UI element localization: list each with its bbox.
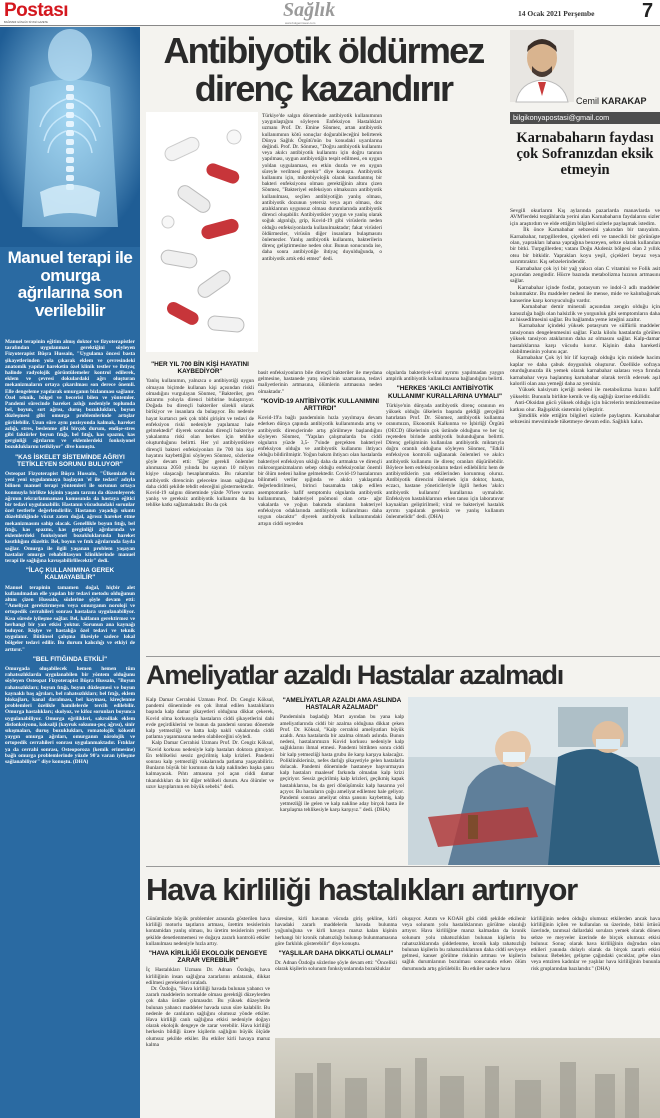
- antibiotic-paragraph: basit enfeksiyonların bile dirençli bakteriler ile meydana gelmesine, hastanede yatış sürecinin uzamasına, tedavi maliyetlerinin artmasına, ölümlerin artmasına neden olmaktadır.": [258, 370, 384, 395]
- air-paragraph: İç Hastalıkları Uzmanı Dr. Adnan Özdoğu, hava kirliliğinin insan sağlığına zararlarını anlatarak, dikkat edilmesi gerekenleri sıraladı. Dr. Özdoğu, "Hava kirliliği havada bulunan yabancı ve zararlı maddelerin normalde olması gerektiği düzeylerden çok daha üstüne çıkmasıdır. Bu yüksek düzeylerde bulunan yabancı maddeler havada uzun süre kalabilir. Bu nedenle de canlıların sağlığını olumsuz yönde etkiler. Hava kirliliği canlı sağlığına etkisi nedeniyle doğayı olarak ekolojik dengeye de zarar verebilir. Hava kirliliği herkesin bildiği üzere kişilerin sağlığını büyük ölçüde olumsuz şekilde etkiler. Bu etkiler kirli havaya maruz kalma: [146, 967, 270, 1048]
- antibiotic-col3: [386, 370, 504, 654]
- air-col2: [275, 916, 397, 1036]
- air-paragraph: Dr. Adnan Özdoğu sözlerine şöyle devam etti: "Öncelikli olarak kişilerin solunum fonksiyonlarında bozukluklar: [275, 960, 399, 973]
- heart-headline: Ameliyatlar azaldı Hastalar azalmadı: [146, 660, 563, 690]
- antibiotic-subheading: "HER YIL 700 BİN KİŞİ HAYATINI KAYBEDİYOR": [151, 361, 249, 376]
- antibiotic-headline-line1: Antibiyotik öldürmez: [163, 30, 484, 71]
- columnist-portrait: [510, 30, 574, 102]
- air-paragraph: oluşuyor. Astım ve KOAH gibi ciddi şekilde etkilenir veya solunum yolu hastalıklarının görülme olasılığı artıyor. Hava kirliliğine maruz kalmadan da kronik solunum yolu rahatsızlıkları bulunan kişilerin bu rahatsızlıklarında şiddetlenme, kronik kalp rahatsızlığı bulunan kişilerin bu rahatsızlıklarının daha ciddi seviyeye gelmesi, kanser görülme riskinin artması ve kişilerin sağlık durumlarının bozulması sonucunda erken ölüm durumunda artış görülebilir. Bu etkiler sadece hava: [402, 916, 528, 972]
- columnist-last-name: KARAKAP: [601, 96, 647, 106]
- heart-col2: [280, 697, 404, 862]
- column-title: Karnabaharın faydası çok Sofranızdan eksik etmeyin: [516, 130, 654, 178]
- manual-therapy-subheading: "BEL FITIĞINDA ETKİLİ": [32, 655, 108, 663]
- manual-therapy-subheading: "KAS İSKELET SİSTEMİNDE AĞRIYI TETİKLEYEN SORUNU BULUYOR": [15, 453, 125, 468]
- heart-subheading: "AMELİYATLAR AZALDI AMA ASLINDA HASTALAR AZALMADI": [282, 697, 402, 712]
- antibiotic-headline-line2: direnç kazandırır: [194, 68, 453, 109]
- heart-patient-photo: [408, 697, 660, 865]
- antibiotic-subheading: "KOVİD-19 ANTİBİYOTİK KULLANIMINI ARTTIRDI": [260, 397, 380, 413]
- manual-therapy-paragraph: Manuel terapinin eğitim almış doktor ve fizyoterapistler tarafından uygulanması gerektiğini söyleyen Fizyoterapist Büşra Hussain, "Uygulama öncesi basta şikayetlerinden yola çıkarak eklem ve çevresindeki anatomik yapılar hareketin özel klinik testler ve ihtiyaç halinde radyolojik görüntülemeler kontrol edilerek, eklem ve çevresi dokulardaki ağrı oluşturan mekanizmaların ortaya çıkarılması son derece önemli. Elle dengeleme yapılarak omurganın bizlanması sağlanır. Özel teknik, bölgel ve becerisi bilen ve yöntemler. Pandemi sürecinde hareket azlığı nedeniyle toplumda bel, boyun, sırt ağrısı, duruş bozuklukları, boyun düzleşmesi gibi omurga problemlerinde artışlar görülebilir. Uzun süre aynı pozisyonda kalmak, hareket azlığı, stres, beslenme gibi birçok durum, endişe-stres gibi faktörler boyun fıtığı, bel fıtığı, kas spazmı, kas gerginliği ağrılarını ve eklemlerdeki fonksiyonel bozukluklarını tetikliyor" dive konuştu.: [5, 339, 137, 451]
- manual-therapy-article: [0, 27, 140, 1118]
- antibiotic-paragraph: Türkiye'de salgın döneminde antibiyotik kullanımının yaygınlaştığını söyleyen Enfeksiyon Hastalıkları uzmanı Prof. Dr. Emine Sönmez, artan antibiyotik kullanımının kötü sonuçlar doğurabileceğini belirterek Dünya Sağlık Örgütü'nün bu konudaki uyarılarına değindi. Prof. Dr. Sönmez, "Doğru antibiyotik kullanımı veya akılcı antibiyotik kullanımı için doğru tanının yapılması, uygun antibiyotiğin tespit edilmesi, en uygun yoldan uygulanması, en etkin dozda ve en uygun süreyle verilmesi gerekir" diye konuştu. Antibiyotik kullanımı için, mikrobiyolojik olarak kanıtlanmış bir bakteri enfeksiyonu olması gerektiğinin altını çizen Sönmez, "Bakteriyel enfeksiyon olmaksızın antibiyotik kullanılması, seçilen antibiyotiğin yanlış olması, antibiyotik dozunun yetersiz veya aşırı olması, doz aralıklarının uygunsuz olması durumlarında antibiyotik direnci oluşabilir. Antibiyotikler yaygın ve yanlış olarak soğuk algınlığı, grip, Kovid-19 gibi virüslerin neden olduğu enfeksiyonlarda kullanılmaktadır; fakat virüsleri öldürmezler, virüsün diğer insanlara bulaşmasını önlemezler. Yanlış antibiyotik kullanımı, bakterilerin direnç geliştirmesine neden olur. Bunun sonucunda ise, daha sonra antibiyotiğe ihtiyaç duyulduğunda, o antibiyotik artık etki etmez" dedi.: [262, 113, 384, 262]
- air-col3: [402, 916, 526, 1036]
- column-paragraph: Sevgili okurlarım Kış aylarında pazarlarda manavlarda ve AVM'lerdeki tezgâhlarda yerini alan Karnabaharın faydalarını sizler için araştırdım ve elde ettiğim bilgileri sizlerle paylaşmak istedim. İlk önce Karnabahar sebzesini yakından bir tanıyalım. Karnabahar, turpgillerden, çiçekleri etli ve tanecikli bir görünüşte olan, yaprakları lahana yaprağına benzeyen, sebze olarak kullanılan bir bitki. Turpgillerden; vatanı Doğu Akdeniz bölgesi olan 2 yıllık otsu bir bitkidir. Yaprakları koyu yeşil, çiçekleri beyaz veya sarımtıraktır. Kış sebzelerindendir. Karnabahar çok iyi bir yağ yakıcı olan C vitamini ve Folik asit açısından zengindir. Hücre bazında metabolizma hızının artmasını sağlar. Karnabahar içinde fosfat, potasyum ve indol-3 adlı maddeler bulunmaktır. Bu maddeler nedeni ile mense, mide ve kalınbağırsak kanserine karşı koruyuculuğu vardır. Karnabahar demir minerali açısından zengin olduğu için kansızlığa bağlı olan halsizlik ve yorgunluk gibi semptomların daha az hissedilmesini sağlar. Bu bağlamda yeme isteğini azaltır. Karnabahar içindeki yüksek potasyum ve sülfürlü maddeler tansiyonun dengelenmesini sağlar. Fazla kilolu hastalarda görülen yüksek tansiyon ataklarının daha az olmasını sağlar. Kalp-damar hastalıklarına karşı vücudu korur. Kişinin daha hareketli olabilmesinin yolunu açar. Karnabahar Çok iyi bir lif kaynağı olduğu için midede hacim kaplar ve daha çabuk doygunluk oluşturur. Özellikle sofraya oturduğunuzda ilk yemek olarak karnabahar salatası veya fırında karnabahar veya haşlanmış karnabahar olarak tercih edersek aşıl kalorili olan ana yemeği daha az yersiniz. Yüksek kalsiyum içeriği nedeni ile metabolizma hızını hafif yükseltir. Bununla birlikte kemik ve diş sağlığı üzerine etkilidir. Anti-Oksidan gücü yüksek olduğu için hücrelerin temizlenmesine katkısı olur. Bağışıklık sistemini iyileştirir. Şimdilik elde ettiğim bilgileri sizlerle paylaştım. Karnabahar sebzesini mevsiminde tüketmeye devam edin. Sağlıklı kalın.: [510, 208, 660, 426]
- antibiotic-subheading: "HERKES 'AKILCI ANTİBİYOTİK KULLANIMI' KURALLARINA UYMALI": [387, 385, 502, 400]
- air-headline: Hava kirliliği hastalıkları artırıyor: [146, 872, 577, 907]
- columnist-panel: [508, 30, 660, 654]
- section-divider: [146, 656, 660, 657]
- manual-therapy-paragraph: Omurgada oluşabilecek hemen hemen tüm rahatsızlıklarda uygulanabilen bir yöntem olduğunu söyleyen Osteopat Fizyoterapist Büşra Hussain, "Boyun rahatsızlıkları; boyun fıtığı, boyun düzleşmesi ve boyun kaynaklı baş ağrıları, bel rahatsızlıkları; bel fıtığı, eklem blokajları, kanal daralması, bel kayması, kireçlenme problemleri özelikle hamilelerde tercih edilebilir. Omurga hastalıkları; skolyoz, ve kifoz sorunları boyunca uygulanabiliyor. Omurga eğrilikleri, sakroiliak eklem disfonksiyonu, koksalji (kayruk sokumu-poç ağrısı), sinir sıkışmaları, duruş bozuklukları, romatolojik kökenli yaygın omurga ağrıları, omurganın nörolojik ve ortopedik cerrahileri sonrası uygulanmaktadır. Fıtıklar ya da cerrahi sonrası, Osteoporoza (kemik erimesine) bağlı omurga problemlerinde yüzde 90'a varan iyileşme sağlanabiliyor" diye konuştu. (DHA): [5, 665, 137, 765]
- manual-therapy-body: [5, 339, 135, 1114]
- column-body: [510, 208, 660, 654]
- masthead: [0, 0, 660, 26]
- columnist-email[interactable]: bilgikonyapostasi@gmail.com: [510, 112, 660, 124]
- antibiotic-col2: [258, 370, 382, 654]
- air-paragraph: kirliliğinin neden olduğu olumsuz etkilerden ancak hava kirliliğinin içilen ve kullanılan su üzerinde, bitki örtüsü üzerinde, tarımsal dallardaki sorulara yemek olarak dönen sebze ve meyveler üzerinde de birçok olumsuz etkisi bulunur. Sonuç olarak hava kirliliğinin doğrudan olan etkileri yanında dolaylı olarak da birçok zararlı etkisi bulunur. Bebekler, gelişme çağındaki çocuklar, gebe olan veya emziren kadınlar ve yaşlılar hava kirliliğinin bununla risk gruplarından bazılarıdır." (DHA): [531, 916, 660, 972]
- antibiotic-paragraph: olgularda bakteriyel-viral ayrımı yapılmadan yaygın ampirik antibiyotik kullanılmasına bağlandığını belirtti.: [386, 370, 506, 383]
- air-col1: [146, 916, 270, 1118]
- columnist-first-name: Cemil: [576, 96, 600, 106]
- air-subheading: "YAŞLILAR DAHA DİKKATLİ OLMALI": [278, 950, 394, 958]
- pills-photo: [146, 112, 258, 352]
- antibiotic-paragraph: Türkiye'nin dünyada antibiyotik direnç oranının en yüksek olduğu ülkelerin başında geldiği gerçeğini hatırlatan Prof. Dr. Sönmez, antibiyotik kullanma oranımızın, Ekonomik Kalkınma ve İşbirliği Örgütü (OECD) ülkelerinin çok üstünde olduğunu ve her üç reçeteden birinde antibiyotik bulunduğunu belirtti. Direnç gelişiminin kullanılan antibiyotik miktarıyla doğru orantılı olduğunu söyleyen Sönmez, "Etkili enfeksiyon kontrolü sağlanarak önlemleri ve akılcı antibiyotik kullanımı ile direnç oranları düşürülebilir. Böylece hem enfeksiyonların tedavi edilebiliriz hem de antibiyotiklerin yan etkilerinden korunmuş oluruz. Antibiyotik direncini önlemek için doktor, hasta, eczacı, hastane yöneticileriyle ilgili herkes 'akılcı antibiyotik kullanımı' kurallarına uymalıdır. Enfeksiyon hastalıklarının erken tanısı için laboratuvar kaynakları geliştirilmeli; viral ve bakteriyel hastalık ayrımı yapılarak gereksiz ve yanlış kullanım önlenmelidir" dedi. (DHA): [386, 402, 506, 521]
- air-paragraph: süresine, kirli havanın vücuda giriş şekline, kirli havadaki zararlı maddelerin havada bulunma yoğunluğuna ve kirli havaya maruz kalan kişinin herhangi bir kronik rahatsızlığı bulunup bulunmamasına göre farklılık gösterebilir" diye konuştu.: [275, 916, 399, 947]
- site-url: www.bolgeninsesi.com: [285, 21, 316, 25]
- antibiotic-paragraph: Yanlış kullanımın, yalnızca o antibiyotiği uygun olmayan biçimde kullanan kişi açısından riskli olmadığını vurgulayan Sönmez, "Bakteriler, gen aktarımı yoluyla direnci birbirine bulaştırıyor. Doğada bu dirençli bakteriler sürekli olarak birikiyor ve insanlara da bulaşıyor. Bu nedenle hayat kurtarıcı pek çok tıbbi girişim ve tedavi de enfeksiyon riski nedeniyle yapılamaz hale gelmektedir" diyerek sorundan dirençli bakteriye yakalanma riski olan herkes için tehlike oluşturduğunu belirtti. Her yıl antibiyotiklere dirençli bakteri enfeksiyonları ile 700 bin kişi hayatını kaybettiğini söyleyen Sönmez, sözlerine şöyle devam etti: "Eğer gerekli önlemler alınmazsa 2050 yılında bu sayının 10 milyon kişiye ulaşacağı hesaplanmakta. Bu rakamlar antibiyotik direncinin gelecekte insan sağlığına daha ciddi şekilde tehdit edeceğini göstermektedir. Kovid-19 salgını döneminde yüzde 70'lere varan yanlış ve gereksiz antibiyotik kullanımı da bu tehlike katkı sağlamaktadır. Bu da çok: [146, 378, 256, 509]
- manual-therapy-paragraph: Osteopat Fizyoterapist Büşra Hussain, "Ülkemizde öz yeni yeni uygulanmaya başlayan 'el ile tedavi' adıyla bilinen manuel terapi yöntemleri ile sorunun ortaya konmuyla birlikte kişinin yaşam tarzını da düzenleyerek ağrının tekrarlanmaması konusunda da hastaya eğitici bir tedavi uygulanabilir. Hastanın vücudundaki sorunlar özel testlerle değerlendirilir. Hastanın yaşadığı sıkıntı düzeltildiğinde vücut zaten doğal, ağrısız hareket etme mekanizmasını sahip olacak. Genellikle boyun fıtığı, bel fıtığı, kas spazmı, kas gerginliği ağrılarında ve eklemlerdeki fonksiyonel bozukluklarında hareket kısıtlılığını düzeltir. Bel, boyun ve fıtık ağrılarında fayda sağlar. Omurga ile ilgili yaşanan problem yaşayan hastalar omurga rehabilitasyon kliniklerinde manuel terapi ile sağlığına kavuşabilirlilecektir" dedi.: [5, 471, 137, 564]
- logo-text: Postası: [4, 0, 69, 21]
- antibiotic-paragraph: Kovid-19'a bağlı pandeminin hızla yayılmaya devam ederken dünya çapında antibiyotik kullanımında artış ve antibiyotik dirençlerinde artış görülmeye başlandığını söyleyen Sönmez, "Yapılan çalışmalarda bu ciddi olguların yüzde 3,5- 7'sinde gerçekten bakteriyel enfeksiyon olduğu ve antibiyotik kullanımı ihtiyacı olduğu bildirilmiştir. Yoğun bakım ihtiyacı olan hastalarda bakteriyel enfeksiyon sıklığı daha da artmakta ve dirençli mikroorganizmaların sebep olduğu enfeksiyonlar önemli bir ölüm nedeni haline gelmektedir. Covid-19 hastalarının bilinmeli veriler ışığında ve akılcı yaklaşımla değerlendirilmesi, birinci basamakta takip edilen asemptomatik- hafif semptomlu olgularda antibiyotik kullanımının, bakteriyel pnömoni olan orta- ağır vakalarda ve yoğun bakımda olanların bakteriyel enfeksiyon odaklarında antibiyotik kullanılması daha uygun olacaktır" diyerek antibiyotik kullanımındaki artışın ciddi seyreden: [258, 415, 384, 527]
- heart-paragraph: Kalp Damar Cerrahisi Uzmanı Prof. Dr. Cengiz Köksal, pandemi döneminde en çok ihmal edilen hastalıkların başında kalp damar şikayetleri olduğuna dikkat çekerek, Kovid olma korkusuyla hastaların ciddi şikayetlerini dahi evde geçirdiklerini ve bunun da pandemi sonrası dönemde kalp yetmezliği ve hatta kalp nakli vakalarında ciddi patlama yaşanmasına neden olabileceğini söyledi. Kalp Damar Cerrahisi Uzmanı Prof. Dr. Cengiz Köksal, "Kovid korkusu nedeniyle kalp hastaları doktora gitmiyor. En tehlikelisi sessiz geçirilmiş kalp krizleri. Pandemi sonrası kalp yetmezliği vakalarında patlama yaşayabiliriz. Bunların büyük bir kısmının da kalp naklinden başka şansı kalmayacak. Pıhtı atmasına yol açan ciddi damar tıkanıklıkları da bir diğer tehlikeli durum. Anı ölümler ve uzuv kayıplarının en büyük sebebi." dedi.: [146, 697, 274, 790]
- air-subheading: "HAVA KİRLİLİĞİ EKOLOJİK DENGEYE ZARAR VEREBİLİR": [148, 950, 268, 965]
- section-divider: [146, 866, 660, 867]
- air-col4: [531, 916, 660, 1036]
- heart-col1: [146, 697, 274, 862]
- heart-paragraph: Pandeminin başladığı Mart ayından bu yana kalp ameliyatlarında ciddi bir azalma olduğuna dikkat çeken Prof. Dr. Köksal, "Kalp cerrahisi ameliyatları büyük azaldı. Ama hastalarda bir azalma olmadı aslında. Bunun nedeni, hastalarımızın Kovid korkusu nedeniyle kalp sağlıklarını ihmal etmesi. Pandemi bittikten sonra ciddi bir kalp yetmezliği hasta grubu ile karşı karşıya kalacağız. Poliklinikleriniz, nefes darlığı şikayetiyle gelen hastalarla dolacak. Pandemi döneminde hastaneye başvurmayan kalp hastaları maalesef farkında olmadan kalp krizi geçiriyor. Sessiz geçirilmiş kalp krizleri, geçikmiş kapak hastalıklarına, bu da geri dönüşümsüz kalp hasarına yol açıyor. Bu hastaların çoğu ameliyat edilemez hale geliyor. Pandemi sonrası ameliyat olma şansını kaybetmiş, kalp yetmezliği ile gelen ve kalp nakline aday birçok hasta ile karşılaşma tehlikesiyle karşı karşıyız." dedi. (DHA): [280, 714, 406, 814]
- logo-tagline: BAĞIMSIZ GÜNLÜK SİYASİ GAZETE: [4, 21, 48, 24]
- antibiotic-headline: [146, 32, 501, 112]
- smog-city-photo: [275, 1038, 660, 1118]
- antibiotic-col1: [262, 113, 382, 368]
- manual-therapy-paragraph: Manuel terapinin tamamen doğal, hiçbir alet kullanılmadan elle yapılan bir tedavi metodu olduğunun altını çizen Hussain, sözlerine şöyle devam etti: "Ameliyat gerektirmeyen veya omurganın noroloji ve ortopedik cerrahileri sonrası hastalara uygulanabiliyor. Kısa sürede iyileşme sağlar. Bel, kalfanın gerektirmez ve herhangi bir yan etkisi yoktur. Sorunun ana kaynağı buluyor. Kişiye ve hastalığa özel tedavi ve teknik uygulanır. Bütünsel çalışma ilkesiyle sadece lokal bölgeler tedavi edilir. Bu durum kalıcılığı ve etkiyi de arttırır.": [5, 584, 137, 653]
- columnist-name: [576, 96, 660, 106]
- manual-therapy-headline: Manuel terapi ile omurga ağrılarına son verilebilir: [7, 248, 133, 320]
- antibiotic-col1-lower: [146, 358, 254, 654]
- section-title: Sağlık: [283, 0, 336, 21]
- air-paragraph: Günümüzde büyük problemler arasında gösterilen hava kirliliği motorlu taşıtların artması, ürettim tesislerinin kontamidan yanlış olması, bu üretim tesislerinin yeterli şekilde denetlenmemesi ve doğaya zararlı kontrolü etkiler kullanılması nedeniyle hızla artıy.: [146, 916, 272, 947]
- issue-date: 14 Ocak 2021 Perşembe: [518, 9, 595, 18]
- page-number: 7: [642, 0, 654, 22]
- newspaper-logo: [4, 1, 96, 23]
- spine-illustration: [0, 27, 140, 247]
- manual-therapy-subheading: "İLAÇ KULLANIMINA GEREK KALMAYABİLİR": [25, 567, 115, 582]
